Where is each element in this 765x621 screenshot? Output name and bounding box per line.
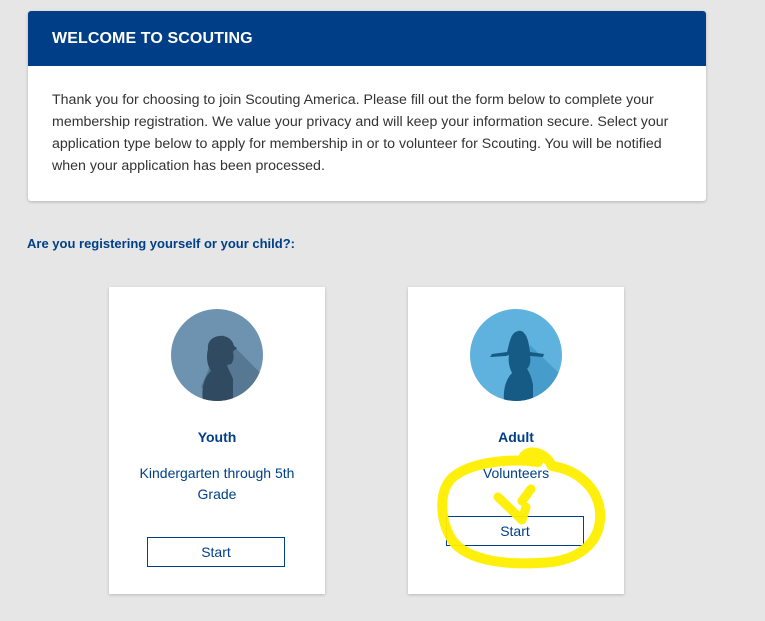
welcome-title: WELCOME TO SCOUTING — [28, 11, 706, 66]
adult-title: Adult — [498, 429, 534, 445]
registration-question: Are you registering yourself or your child?: — [27, 236, 295, 251]
youth-start-button[interactable]: Start — [147, 537, 285, 567]
adult-description: Volunteers — [482, 465, 550, 481]
youth-option-card[interactable] — [109, 287, 325, 594]
welcome-message: Thank you for choosing to join Scouting America. Please fill out the form below to complete your membership registration. We value your privacy and will keep your information secure. Select your application type below to apply for membership in or to volunteer for Scouting. You will be notified when your application has been processed. — [52, 92, 669, 174]
youth-description: Kindergarten through 5th Grade — [139, 465, 295, 502]
youth-title: Youth — [197, 429, 237, 445]
adult-option-card[interactable] — [408, 287, 624, 594]
adult-start-button[interactable]: Start — [446, 516, 584, 546]
youth-scout-silhouette-icon — [171, 309, 263, 401]
adult-scout-silhouette-icon — [470, 309, 562, 401]
welcome-card — [28, 11, 706, 201]
